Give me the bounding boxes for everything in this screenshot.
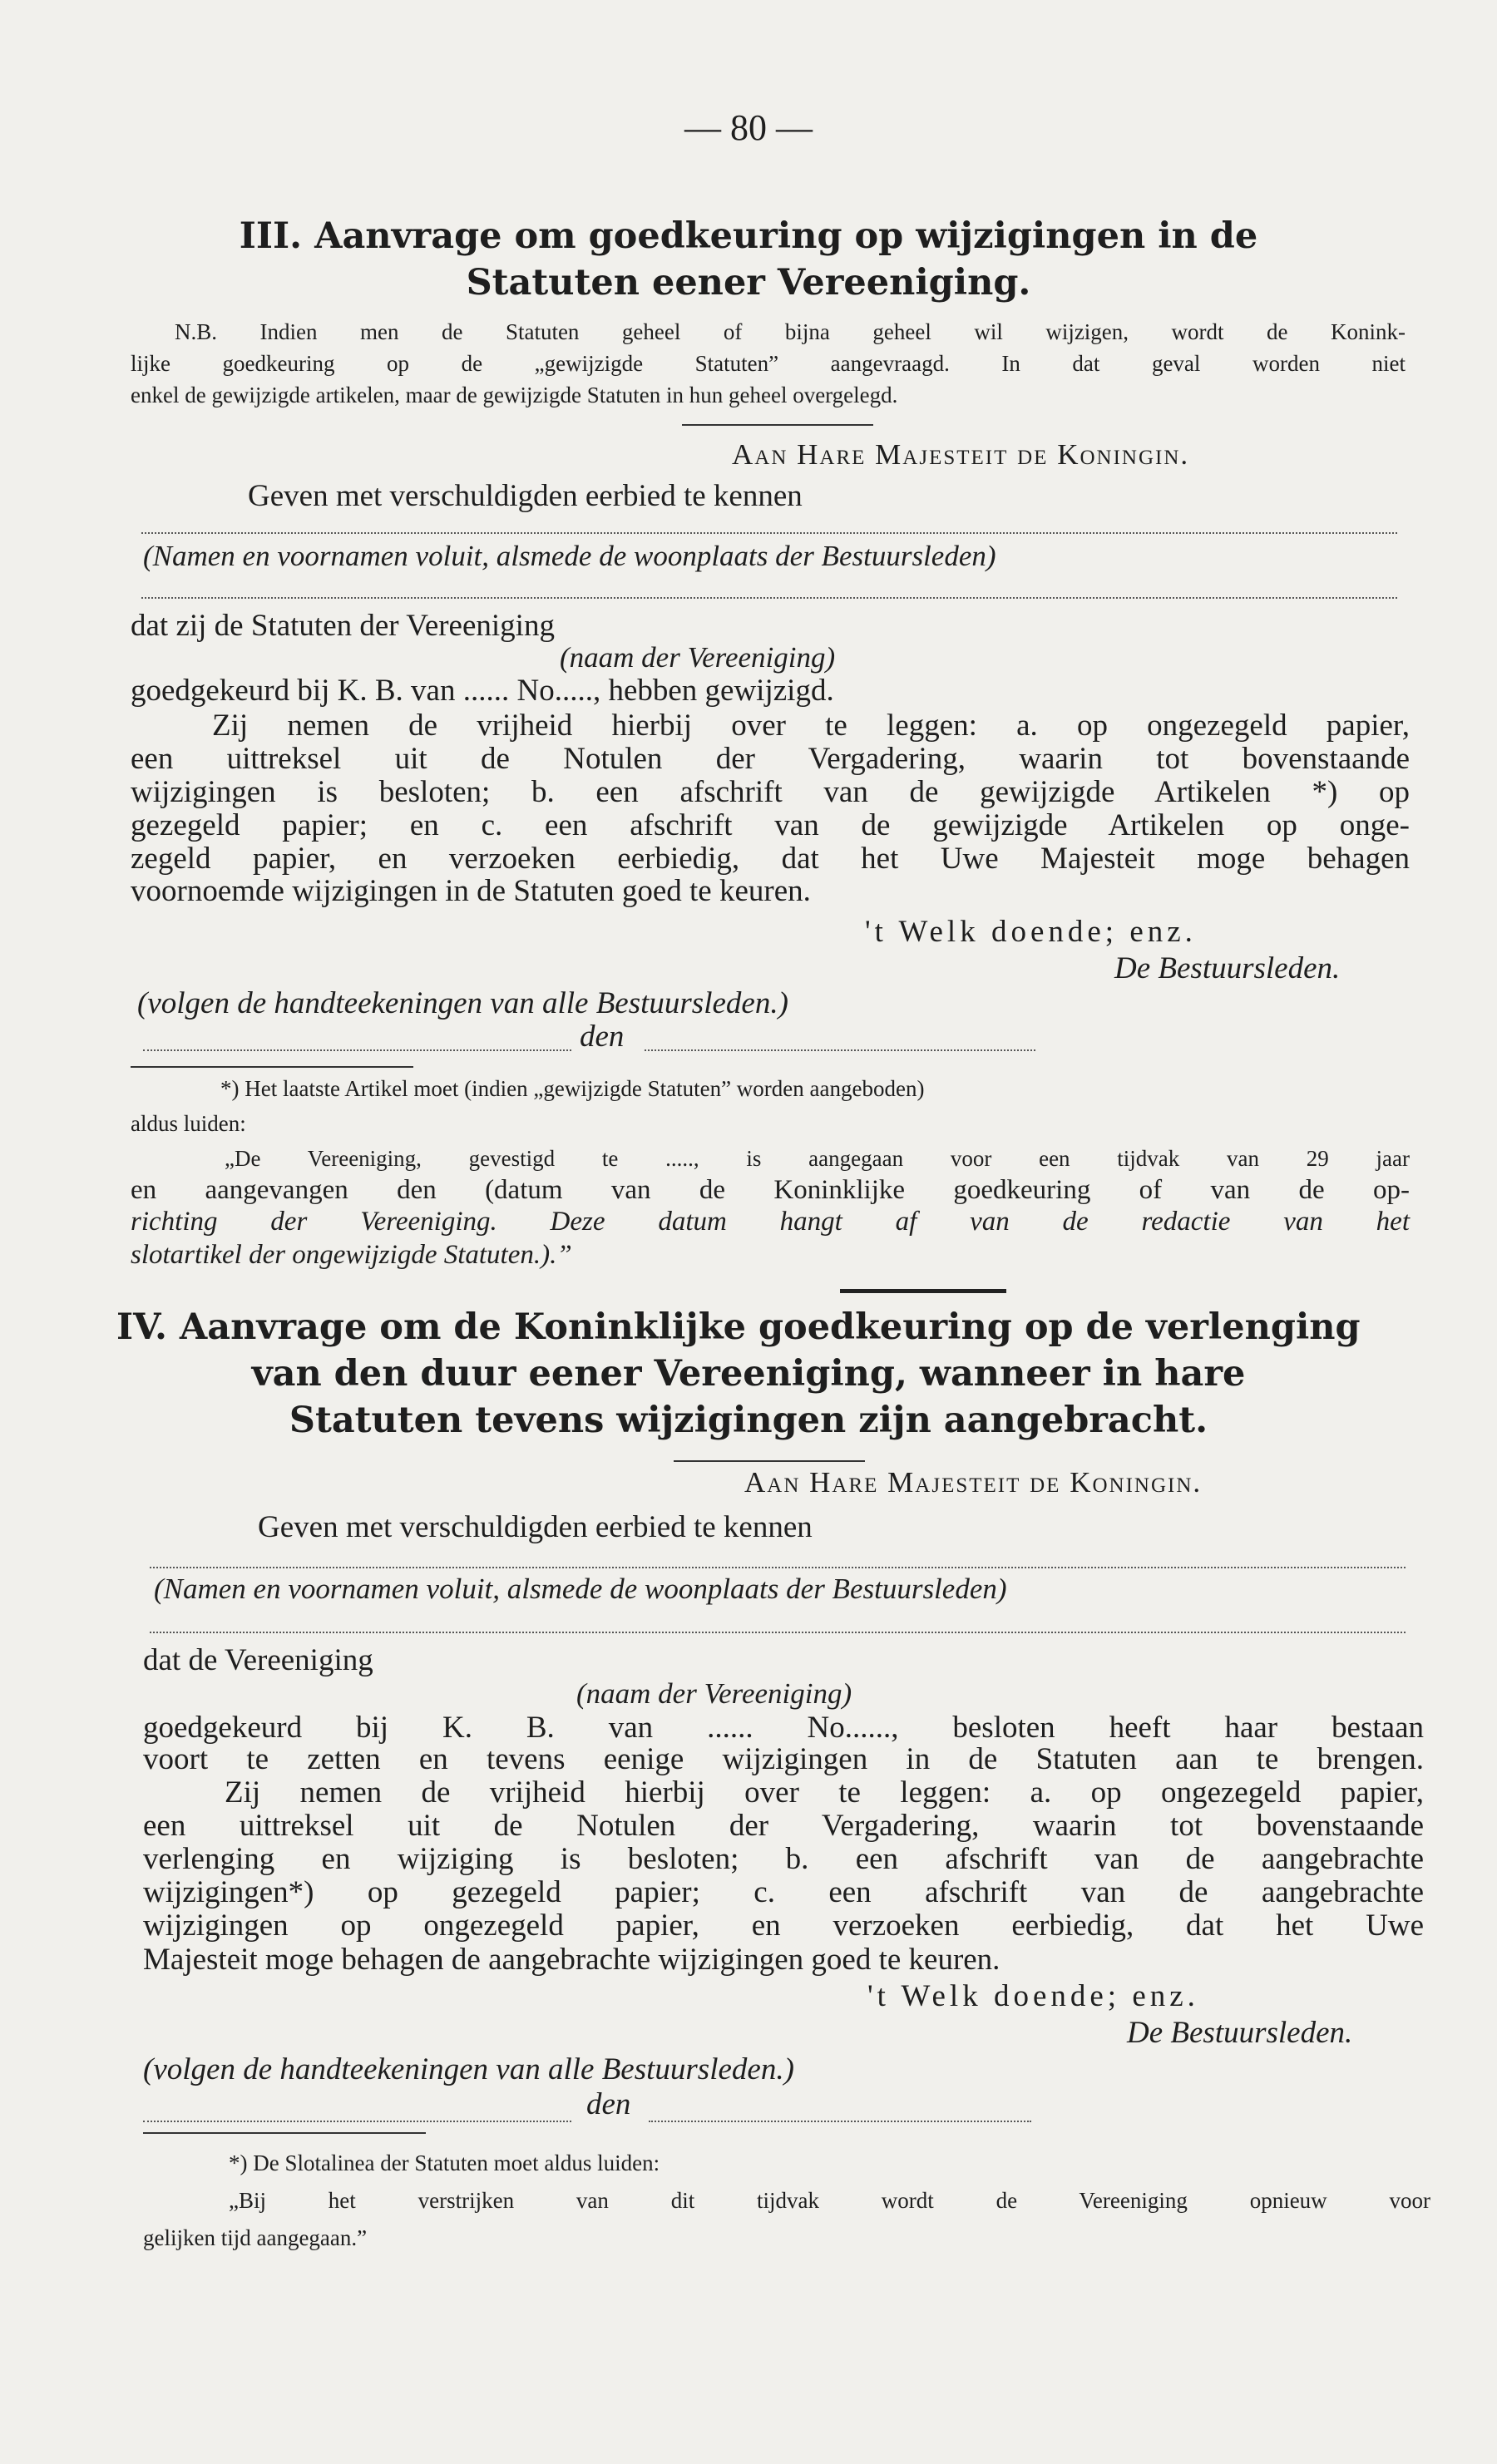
section3-closing: 't Welk doende; enz. — [865, 915, 1197, 949]
section4-footnote-line2: „Bij het verstrijken van dit tijdvak wordt de Vereeniging opnieuw voor — [229, 2188, 1430, 2213]
section-divider — [840, 1289, 1006, 1293]
section3-names-hint: (Namen en voornamen voluit, alsmede de woonplaats der Bestuursleden) — [143, 540, 996, 572]
section3-signatures-hint: (volgen de handteekeningen van alle Bestuursleden.) — [137, 986, 788, 1020]
section3-names-line — [141, 532, 1397, 534]
section3-addressee: Aan Hare Majesteit de Koningin. — [732, 438, 1190, 471]
section4-addressee: Aan Hare Majesteit de Koningin. — [744, 1466, 1203, 1499]
section3-note-line1: N.B. Indien men de Statuten geheel of bijna geheel wil wijzigen, wordt de Konink- — [175, 319, 1406, 344]
section4-signatures-hint: (volgen de handteekeningen van alle Bestuursleden.) — [143, 2052, 794, 2086]
section3-footnote-rule — [131, 1066, 413, 1068]
section3-intro: Geven met verschuldigden eerbied te kennen — [248, 479, 803, 513]
section3-footnote-line1: *) Het laatste Artikel moet (indien „gewijzigde Statuten” worden aangeboden) — [220, 1076, 925, 1101]
section4-names-hint: (Namen en voornamen voluit, alsmede de woonplaats der Bestuursleden) — [154, 1573, 1007, 1605]
section4-footnote-line3: gelijken tijd aangegaan.” — [143, 2225, 368, 2250]
page-number: — 80 — — [684, 107, 813, 148]
section3-den: den — [580, 1020, 625, 1054]
section4-den: den — [586, 2087, 631, 2121]
section4-para-line3: verlenging en wijziging is besloten; b. een afschrift van de aangebrachte — [143, 1842, 1424, 1876]
section3-board: De Bestuursleden. — [1114, 951, 1341, 985]
section4-para-line5: wijzigingen op ongezegeld papier, en verzoeken eerbiedig, dat het Uwe — [143, 1908, 1424, 1943]
section3-para-line4: gezegeld papier; en c. een afschrift van de gewijzigde Artikelen op onge- — [131, 808, 1410, 842]
section3-note-rule — [682, 424, 873, 426]
section3-para-line5: zegeld papier, en verzoeken eerbiedig, dat het Uwe Majesteit moge behagen — [131, 842, 1410, 876]
section4-footnote-line1: *) De Slotalinea der Statuten moet aldus luiden: — [229, 2150, 660, 2175]
section3-para-line1: Zij nemen de vrijheid hierbij over te leggen: a. op ongezegeld papier, — [212, 709, 1410, 743]
section4-title-line3: Statuten tevens wijzigingen zijn aangebracht. — [289, 1400, 1208, 1441]
section4-line-continue: voort te zetten en tevens eenige wijzigingen in de Statuten aan te brengen. — [143, 1742, 1424, 1776]
section3-footnote-line4: en aangevangen den (datum van de Koninklijke goedkeuring of van de op- — [131, 1175, 1410, 1205]
section4-para-line1: Zij nemen de vrijheid hierbij over te leggen: a. op ongezegeld papier, — [225, 1775, 1424, 1810]
section4-closing: 't Welk doende; enz. — [867, 1979, 1199, 2013]
section4-society-hint: (naam der Vereeniging) — [576, 1677, 852, 1710]
section4-line-society: dat de Vereeniging — [143, 1643, 373, 1677]
section3-society-hint: (naam der Vereeniging) — [560, 641, 836, 674]
section3-note-line3: enkel de gewijzigde artikelen, maar de gewijzigde Statuten in hun geheel overgelegd. — [131, 383, 898, 407]
section4-names-line2 — [150, 1632, 1406, 1633]
section3-para-line2: een uittreksel uit de Notulen der Vergadering, waarin tot bovenstaande — [131, 742, 1410, 776]
section3-note-line2: lijke goedkeuring op de „gewijzigde Statuten” aangevraagd. In dat geval worden niet — [131, 351, 1406, 376]
section4-title-line1: IV. Aanvrage om de Koninklijke goedkeuring op de verlenging — [116, 1306, 1361, 1348]
section4-para-line4: wijzigingen*) op gezegeld papier; c. een afschrift van de aangebrachte — [143, 1875, 1424, 1909]
section3-date-line — [645, 1049, 1035, 1051]
section4-board: De Bestuursleden. — [1127, 2016, 1353, 2050]
section4-para-line2: een uittreksel uit de Notulen der Vergadering, waarin tot bovenstaande — [143, 1809, 1424, 1843]
section4-para-line6: Majesteit moge behagen de aangebrachte wijzigingen goed te keuren. — [143, 1943, 1000, 1977]
section3-title-line1: III. Aanvrage om goedkeuring op wijzigingen in de — [239, 215, 1258, 257]
section3-para-line3: wijzigingen is besloten; b. een afschrift van de gewijzigde Artikelen *) op — [131, 775, 1410, 809]
section4-title-line2: van den duur eener Vereeniging, wanneer in hare — [251, 1353, 1246, 1395]
section4-date-line — [649, 2121, 1031, 2122]
section3-names-line2 — [141, 597, 1397, 599]
section3-footnote-line2: aldus luiden: — [131, 1111, 246, 1136]
section3-title-line2: Statuten eener Vereeniging. — [466, 262, 1031, 304]
section4-line-approved: goedgekeurd bij K. B. van ...... No......, besloten heeft haar bestaan — [143, 1711, 1424, 1745]
section4-intro: Geven met verschuldigden eerbied te kennen — [258, 1510, 813, 1544]
section4-footnote-rule — [143, 2132, 426, 2134]
section4-signature-line — [143, 2121, 571, 2122]
section3-line-statutes: dat zij de Statuten der Vereeniging — [131, 609, 555, 643]
section3-footnote-line6: slotartikel der ongewijzigde Statuten.).” — [131, 1240, 572, 1270]
section4-names-line — [150, 1567, 1406, 1568]
section3-para-line6: voornoemde wijzigingen in de Statuten goed te keuren. — [131, 874, 811, 908]
section3-footnote-line5: richting der Vereeniging. Deze datum hangt af van de redactie van het — [131, 1207, 1410, 1237]
section3-footnote-line3: „De Vereeniging, gevestigd te ....., is aangegaan voor een tijdvak van 29 jaar — [225, 1146, 1410, 1171]
section4-title-rule — [674, 1460, 865, 1462]
section3-signature-line — [143, 1049, 571, 1051]
section3-line-approved: goedgekeurd bij K. B. van ...... No....., hebben gewijzigd. — [131, 674, 834, 708]
